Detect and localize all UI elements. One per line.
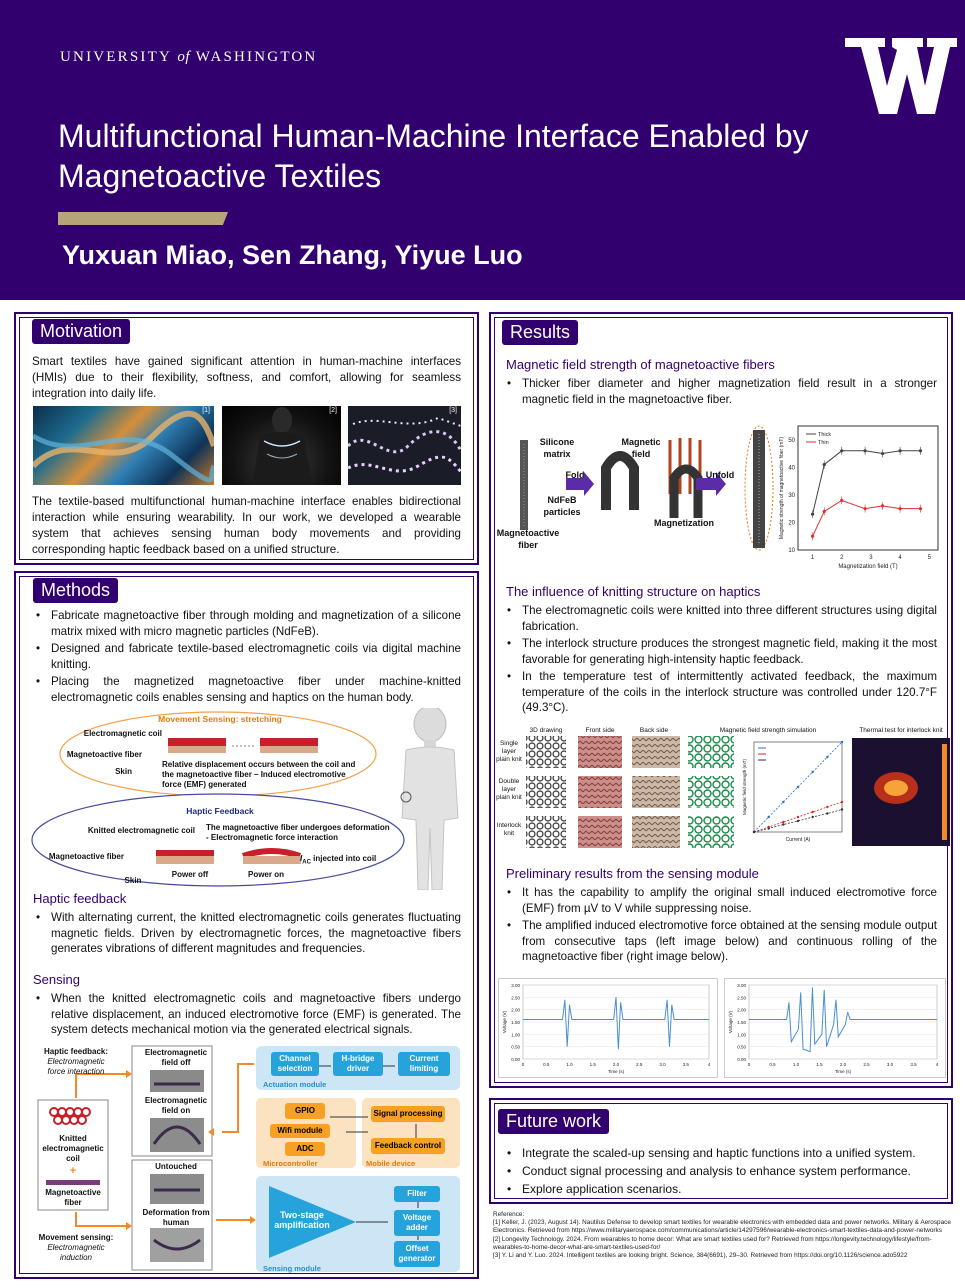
x-tick-label: 0: [521, 1062, 525, 1067]
x-tick-label: 2.5: [636, 1062, 643, 1067]
data-point: [797, 820, 799, 822]
x-tick-label: 2.5: [863, 1062, 870, 1067]
fiber-magnetized-icon: [742, 424, 776, 554]
x-tick-label: 4: [707, 1062, 711, 1067]
data-point: [881, 452, 884, 455]
y-axis-label: Magnetic strength of magnetoactive fiber (mT): [779, 436, 785, 540]
y-tick-label: 2.00: [737, 1007, 746, 1013]
methods-heading: Methods: [33, 578, 118, 603]
sensing-module-label: Sensing module: [263, 1264, 321, 1273]
x-tick-label: 3.5: [910, 1062, 917, 1067]
list-item: • Placing the magnetized magnetoactive fiber under machine-knitted electromagnetic coils enables sensing and haptics on the human body.: [32, 674, 461, 705]
flow-movement-label: Movement sensing:: [38, 1233, 114, 1242]
y-tick-label: 2.50: [737, 995, 746, 1001]
knit-row-label: Single layer plain knit: [496, 740, 522, 763]
y-tick-label: 1.00: [737, 1032, 746, 1038]
results-sub3: Preliminary results from the sensing module: [506, 866, 759, 881]
flow-movement-sub: Electromagnetic induction: [47, 1243, 105, 1262]
y-tick-label: 3.00: [737, 983, 746, 988]
flow-knitted-coil: Knitted electromagnetic coil: [42, 1134, 104, 1163]
label-em-coil: Electromagnetic coil: [83, 729, 162, 738]
list-item: • Conduct signal processing and analysis to enhance system performance.: [503, 1163, 937, 1179]
data-point: [898, 507, 901, 510]
data-point: [881, 504, 884, 507]
actuation-module-label: Actuation module: [263, 1080, 327, 1089]
haptic-feedback-bullets: [32, 910, 461, 959]
data-point: [898, 449, 901, 452]
data-point: [841, 741, 843, 743]
wifi-module-box: Wifi module: [270, 1124, 330, 1138]
glowing-textile-icon: [348, 406, 461, 485]
x-tick-label: 3.0: [886, 1062, 894, 1067]
results-sub2-bullets: [503, 603, 937, 718]
field-simulation-chart: [740, 738, 848, 848]
x-tick-label: 0.5: [769, 1062, 776, 1067]
fab-unfold: Unfold: [705, 470, 735, 480]
y-tick-label: 10: [788, 548, 795, 554]
flow-haptic-label: Haptic feedback:: [43, 1047, 109, 1056]
power-on-label: Power on: [247, 870, 284, 879]
current-limiting-box: Current limiting: [398, 1052, 450, 1076]
magnetic-strength-chart: [776, 418, 946, 570]
legend-entry: Thick: [818, 432, 832, 438]
x-tick-label: 4: [898, 555, 902, 561]
knit-col-label: Magnetic field strength simulation: [719, 727, 817, 734]
x-tick-label: 1.0: [792, 1062, 800, 1067]
x-tick-label: 2.0: [839, 1062, 847, 1067]
list-item: • In the temperature test of intermittently activated feedback, the maximum temperature of the coils in the interlock structure was controlled under 120.7°F (49.3°C).: [503, 669, 937, 716]
references: [493, 1211, 953, 1260]
voltage-adder-box: Voltage adder: [394, 1210, 440, 1236]
knitting-structure-figure: [496, 726, 950, 856]
list-item: • The amplified induced electromotive force obtained at the sensing module output from consecutive taps (left image below) and continuous rolling of the magnetoactive fiber (right image below).: [503, 918, 937, 965]
x-tick-label: 1.0: [566, 1062, 573, 1067]
x-tick-label: 5: [927, 555, 931, 561]
data-point: [840, 499, 843, 502]
sensing-diagram-title: Movement Sensing: stretching: [158, 714, 282, 724]
x-tick-label: 2: [840, 555, 844, 561]
data-point: [811, 535, 814, 538]
sensing-bullets: [32, 991, 461, 1040]
fab-ndfeb: NdFeB particles: [543, 495, 581, 517]
y-axis-label: Magnetic field strength (mT): [742, 758, 747, 816]
knit-col-label: 3D drawing: [529, 727, 563, 734]
list-item: • With alternating current, the knitted electromagnetic coils generates fluctuating magnetic fields. Driven by electromagnetic forces, the magnetoactive fibers generates vibrations of different magnitudes and frequencies.: [32, 910, 461, 957]
offset-generator-box: Offset generator: [394, 1241, 440, 1267]
fab-magfield: Magnetic field: [621, 437, 661, 459]
adc-box: ADC: [285, 1142, 325, 1156]
motivation-image-1: [33, 406, 214, 485]
fab-fiber: Magnetoactive fiber: [496, 528, 560, 550]
x-tick-label: 3.5: [682, 1062, 689, 1067]
image-ref: [1]: [202, 407, 210, 414]
series-line: [813, 500, 921, 536]
deformation-note: The magnetoactive fiber undergoes deformation - Electromagnetic force interaction: [206, 823, 390, 842]
series-line: [813, 451, 921, 514]
textile-wave-icon: [33, 406, 214, 485]
list-item: • The interlock structure produces the strongest magnetic field, making it the most favorable for generating high-intensity haptic feedback.: [503, 636, 937, 667]
data-point: [841, 808, 843, 810]
data-point: [826, 756, 828, 758]
motivation-body: The textile-based multifunctional human-machine interface enables bidirectional interaction while ensuring wearability. In our work, we developed a wearable system that achieves sensing human body movements and providing corresponding haptic feedback based on a unified structure.: [32, 495, 461, 556]
flow-plus: +: [69, 1165, 77, 1177]
reference-item: [3] Y. Li and Y. Luo. 2024. Intelligent textiles are looking bright. Science, 384(6691), 29–30. Retrieved from https://doi.org/10.1126/science.ado5922: [493, 1252, 908, 1260]
data-point: [811, 816, 813, 818]
flow-haptic-sub: Electromagnetic force interaction: [47, 1057, 105, 1076]
label-mag-fiber-2: Magnetoactive fiber: [48, 852, 124, 861]
flow-mag-fiber: Magnetoactive fiber: [45, 1188, 101, 1207]
knit-col-label: Front side: [585, 727, 615, 734]
data-point: [919, 449, 922, 452]
label-mag-fiber: Magnetoactive fiber: [66, 750, 142, 759]
data-point: [919, 507, 922, 510]
list-item: • Explore application scenarios.: [503, 1181, 937, 1197]
hbridge-driver-box: H-bridge driver: [333, 1052, 383, 1076]
x-tick-label: 3.0: [659, 1062, 666, 1067]
authors: Yuxuan Miao, Sen Zhang, Yiyue Luo: [62, 240, 523, 270]
label-skin-2: Skin: [124, 876, 142, 885]
two-stage-amp-label: Two-stage amplification: [274, 1210, 330, 1230]
references-label: Reference:: [493, 1211, 525, 1218]
x-tick-label: 3: [869, 555, 873, 561]
y-axis-label: Voltage (V): [728, 1010, 733, 1034]
iac-label: $I_{AC}$ injected into coil: [300, 854, 377, 866]
uw-w-logo-icon: [845, 38, 957, 114]
x-tick-label: 4: [935, 1062, 939, 1067]
data-point: [826, 812, 828, 814]
x-tick-label: 1.5: [589, 1062, 596, 1067]
y-tick-label: 0.00: [511, 1057, 520, 1062]
flow-field-on: Electromagnetic field on: [144, 1096, 208, 1115]
y-tick-label: 3.00: [511, 983, 520, 988]
data-point: [782, 801, 784, 803]
motivation-heading: Motivation: [32, 319, 130, 344]
results-heading: Results: [502, 320, 578, 345]
filter-box: Filter: [394, 1186, 440, 1202]
image-ref: [2]: [329, 407, 337, 414]
x-tick-label: 1.5: [816, 1062, 823, 1067]
future-heading: Future work: [498, 1109, 609, 1134]
magnetoactive-fiber-icon: [46, 1180, 100, 1185]
flow-field-off: Electromagnetic field off: [144, 1048, 208, 1067]
human-figure-icon: [401, 708, 458, 890]
fab-silicone: Silicone matrix: [539, 437, 575, 459]
data-point: [823, 510, 826, 513]
flow-untouched: Untouched: [155, 1162, 197, 1171]
results-sub3-bullets: [503, 885, 937, 967]
rolling-voltage-chart: [724, 978, 946, 1078]
signal-processing-box: Signal processing: [371, 1106, 445, 1122]
x-axis-label: Time (s): [834, 1069, 852, 1074]
x-tick-label: 0: [747, 1062, 751, 1067]
list-item: • When the knitted electromagnetic coils and magnetoactive fibers undergo relative displacement, an induced electromotive force (EMF) is generated. The system detects mechanical motion via the generated electrical signals.: [32, 991, 461, 1038]
label-skin: Skin: [115, 767, 132, 776]
y-tick-label: 40: [788, 465, 795, 472]
data-point: [826, 806, 828, 808]
tap-voltage-chart: [498, 978, 718, 1078]
x-tick-label: 0.5: [543, 1062, 550, 1067]
reference-item: [1] Keller, J. (2023, August 14). Nautilus Defense to develop smart textiles for wearable electronics with embedded data and power networks. Military & Aerospace Electronics. Retrieved from https://www.militaryaerospace.com/communications/article/14297596/wearable-electronics-smart-textiles-data-and-power-networks: [493, 1219, 951, 1235]
poster-header: [0, 0, 965, 300]
data-point: [782, 821, 784, 823]
data-point: [782, 823, 784, 825]
knit-col-label: Back side: [639, 727, 669, 734]
data-point: [863, 507, 866, 510]
data-point: [811, 811, 813, 813]
y-tick-label: 30: [788, 492, 795, 499]
y-tick-label: 1.50: [737, 1020, 746, 1025]
list-item: • Designed and fabricate textile-based electromagnetic coils via digital machine knitting.: [32, 641, 461, 672]
data-point: [841, 801, 843, 803]
x-axis-label: Magnetization field (T): [838, 564, 898, 570]
data-point: [797, 786, 799, 788]
legend-entry: Thin: [818, 440, 829, 446]
y-tick-label: 0.50: [737, 1044, 746, 1050]
data-point: [823, 463, 826, 466]
mobile-device-label: Mobile device: [366, 1159, 416, 1168]
y-tick-label: 2.00: [511, 1007, 520, 1013]
title-accent-bar: [58, 212, 228, 225]
sensing-heading: Sensing: [33, 972, 80, 987]
data-point: [797, 816, 799, 818]
data-point: [840, 449, 843, 452]
results-sub2: The influence of knitting structure on haptics: [506, 584, 761, 599]
fab-magnetization: Magnetization: [654, 518, 714, 528]
fab-fold: Fold: [565, 470, 585, 480]
reference-item: [2] Longevity Technology. 2024. From wearables to home decor: What are smart textiles used for? Retrieved from https://longevity.technology/lifestyle/from-wearables-to-home-decor-what-are-smart-textiles-used-for/: [493, 1235, 932, 1251]
motivation-intro: Smart textiles have gained significant attention in human-machine interfaces (HMIs) due to their flexibility, softness, and comfort, allowing for seamless integration into daily life.: [32, 355, 461, 400]
x-tick-label: 1: [810, 555, 815, 561]
knit-col-label: Thermal test for interlock knit: [859, 727, 943, 734]
data-point: [811, 513, 814, 516]
y-tick-label: 2.50: [511, 995, 520, 1001]
y-axis-label: Voltage (V): [502, 1010, 507, 1034]
data-point: [767, 816, 769, 818]
list-item: • Fabricate magnetoactive fiber through molding and magnetization of a silicone matrix mixed with micro magnetic particles (NdFeB).: [32, 608, 461, 639]
image-ref: [3]: [449, 407, 457, 414]
label-knitted-coil: Knitted electromagnetic coil: [87, 826, 195, 835]
list-item: • The electromagnetic coils were knitted into three different structures using digital fabrication.: [503, 603, 937, 634]
motivation-image-3: [348, 406, 461, 485]
feedback-control-box: Feedback control: [371, 1138, 445, 1154]
y-tick-label: 1.00: [511, 1032, 520, 1038]
data-point: [811, 771, 813, 773]
knit-row-label: Double layer plain knit: [496, 778, 522, 801]
displacement-note: Relative displacement occurs between the coil and the magnetoactive fiber – Induced electromotive force (EMF) generated: [162, 760, 356, 789]
y-tick-label: 20: [788, 520, 795, 527]
list-item: • Integrate the scaled-up sensing and haptic functions into a unified system.: [503, 1145, 937, 1161]
haptic-diagram-title: Haptic Feedback: [186, 806, 254, 816]
university-name: UNIVERSITY of WASHINGTON: [60, 49, 318, 65]
poster-title: Multifunctional Human-Machine Interface Enabled by Magnetoactive Textiles: [58, 118, 809, 194]
x-axis-label: Current (A): [785, 837, 811, 843]
gpio-box: GPIO: [285, 1103, 325, 1119]
y-tick-label: 50: [788, 437, 795, 444]
power-off-label: Power off: [171, 870, 209, 879]
microcontroller-label: Microcontroller: [263, 1159, 318, 1168]
y-tick-label: 1.50: [511, 1020, 520, 1025]
x-axis-label: Time (s): [607, 1069, 625, 1074]
knit-row-label: Interlock knit: [496, 822, 522, 837]
flow-deformation: Deformation from human: [142, 1208, 210, 1227]
haptic-feedback-heading: Haptic feedback: [33, 891, 127, 906]
motivation-image-2: [222, 406, 341, 485]
methods-bullets: [32, 608, 461, 707]
results-sub1: Magnetic field strength of magnetoactive fibers: [506, 357, 775, 372]
x-tick-label: 2.0: [612, 1062, 620, 1067]
results-sub1-bullets: [503, 376, 937, 409]
list-item: • It has the capability to amplify the original small induced electromotive force (EMF) from µV to V while suppressing noise.: [503, 885, 937, 916]
data-point: [753, 831, 755, 833]
data-point: [767, 827, 769, 829]
channel-selection-box: Channel selection: [271, 1052, 319, 1076]
y-tick-label: 0.00: [737, 1057, 746, 1062]
future-bullets: [503, 1145, 937, 1199]
knit-image-grid: [496, 726, 950, 856]
list-item: • Thicker fiber diameter and higher magnetization field result in a stronger magnetic field in the magnetoactive fiber.: [503, 376, 937, 407]
y-tick-label: 0.50: [511, 1044, 520, 1050]
data-point: [863, 449, 866, 452]
smart-jacket-icon: [222, 406, 341, 485]
